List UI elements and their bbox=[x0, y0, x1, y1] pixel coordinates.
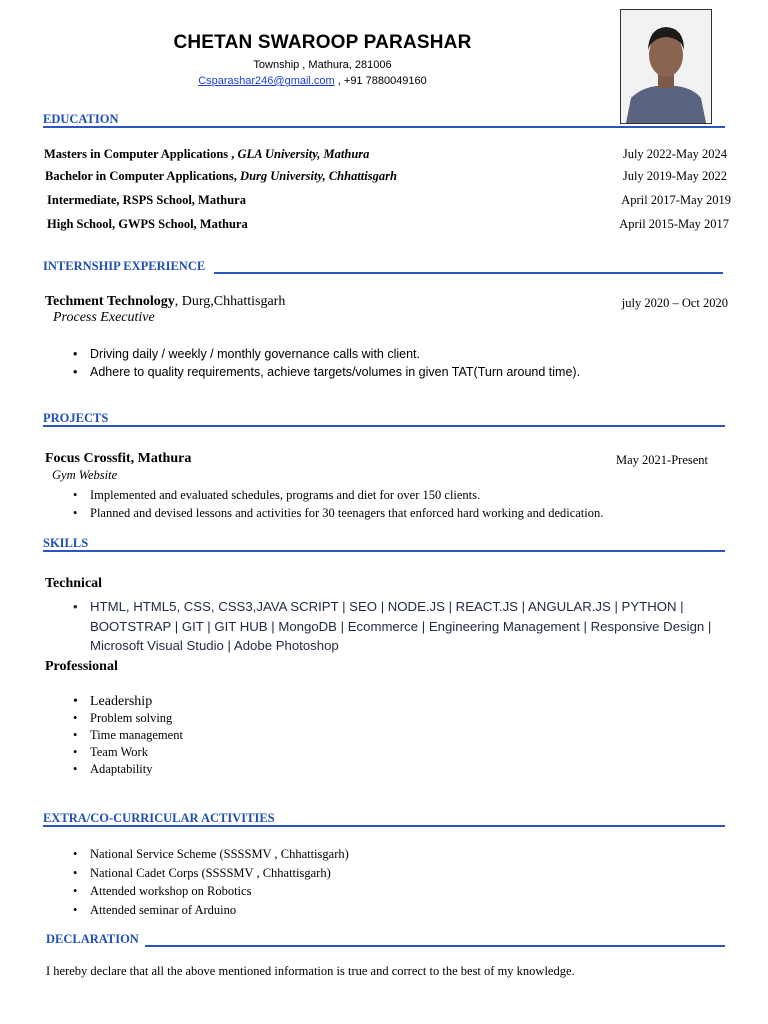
degree: Bachelor in Computer Applications, bbox=[45, 169, 241, 183]
address: Township , Mathura, 281006 bbox=[253, 59, 392, 71]
project-bullets bbox=[90, 486, 603, 522]
section-divider bbox=[43, 425, 725, 427]
email-link[interactable]: Csparashar246@gmail.com bbox=[198, 75, 335, 87]
institute: Durg University, Chhattisgarh bbox=[240, 169, 397, 183]
phone-number: +91 7880049160 bbox=[343, 75, 427, 87]
education-dates: April 2015-May 2017 bbox=[619, 217, 729, 231]
list-item: • Leadership bbox=[90, 693, 183, 710]
skills-professional-heading: Professional bbox=[45, 659, 118, 674]
section-divider bbox=[43, 825, 725, 827]
degree: Masters in Computer Applications , bbox=[44, 147, 238, 161]
list-item: • Implemented and evaluated schedules, programs and diet for over 150 clients. bbox=[90, 486, 603, 504]
internship-dates: july 2020 – Oct 2020 bbox=[621, 296, 728, 310]
project-subtitle: Gym Website bbox=[52, 468, 118, 482]
section-heading-internship: INTERNSHIP EXPERIENCE bbox=[43, 259, 206, 273]
list-item: • Planned and devised lessons and activities for 30 teenagers that enforced hard working and dedication. bbox=[90, 504, 603, 522]
candidate-name: CHETAN SWAROOP PARASHAR bbox=[173, 32, 472, 53]
professional-skills-list bbox=[90, 693, 183, 778]
education-dates: July 2022-May 2024 bbox=[622, 147, 727, 161]
company-name: Techment Technology bbox=[45, 294, 175, 309]
section-divider bbox=[43, 550, 725, 552]
degree: Intermediate, RSPS School, Mathura bbox=[47, 193, 246, 207]
technical-skills-list bbox=[90, 597, 730, 656]
section-heading-education: EDUCATION bbox=[43, 112, 119, 126]
project-title: Focus Crossfit, Mathura bbox=[45, 451, 192, 466]
company-location: , Durg,Chhattisgarh bbox=[174, 294, 286, 309]
contact-separator: , bbox=[334, 75, 344, 87]
section-heading-projects: PROJECTS bbox=[43, 411, 109, 425]
list-item: • National Cadet Corps (SSSSMV , Chhattisgarh) bbox=[90, 864, 349, 883]
role-title: Process Executive bbox=[53, 310, 155, 325]
section-heading-extra: EXTRA/CO-CURRICULAR ACTIVITIES bbox=[43, 811, 275, 825]
education-dates: July 2019-May 2022 bbox=[622, 169, 727, 183]
list-item: • Attended workshop on Robotics bbox=[90, 882, 349, 901]
project-dates: May 2021-Present bbox=[616, 453, 708, 467]
list-item: • Problem solving bbox=[90, 710, 183, 727]
profile-photo bbox=[620, 9, 712, 124]
education-dates: April 2017-May 2019 bbox=[621, 193, 731, 207]
institute: GLA University, Mathura bbox=[237, 147, 370, 161]
section-heading-declaration: DECLARATION bbox=[46, 932, 139, 946]
list-item: • Time management bbox=[90, 727, 183, 744]
section-divider bbox=[145, 945, 725, 947]
list-item: • Attended seminar of Arduino bbox=[90, 901, 349, 920]
list-item: • Adaptability bbox=[90, 761, 183, 778]
contact-line bbox=[0, 75, 625, 87]
section-divider bbox=[43, 126, 725, 128]
skills-technical-heading: Technical bbox=[45, 576, 103, 591]
extra-activities-list bbox=[90, 845, 349, 919]
internship-bullets bbox=[90, 345, 580, 381]
degree: High School, GWPS School, Mathura bbox=[47, 217, 248, 231]
list-item: • Team Work bbox=[90, 744, 183, 761]
section-heading-skills: SKILLS bbox=[43, 536, 89, 550]
list-item: • HTML, HTML5, CSS, CSS3,JAVA SCRIPT | SEO | NODE.JS | REACT.JS | ANGULAR.JS | PYTHON | BOOTSTRAP | GIT | GIT HUB | MongoDB | Ecommerce | Engineering Management | Responsive Design | Microsoft Visual Studio | Adobe Photoshop bbox=[90, 597, 730, 656]
list-item: • Driving daily / weekly / monthly governance calls with client. bbox=[90, 345, 580, 363]
list-item: • National Service Scheme (SSSSMV , Chhattisgarh) bbox=[90, 845, 349, 864]
declaration-text: I hereby declare that all the above mentioned information is true and correct to the best of my knowledge. bbox=[46, 964, 575, 978]
list-item: • Adhere to quality requirements, achieve targets/volumes in given TAT(Turn around time). bbox=[90, 363, 580, 381]
section-divider bbox=[214, 272, 723, 274]
